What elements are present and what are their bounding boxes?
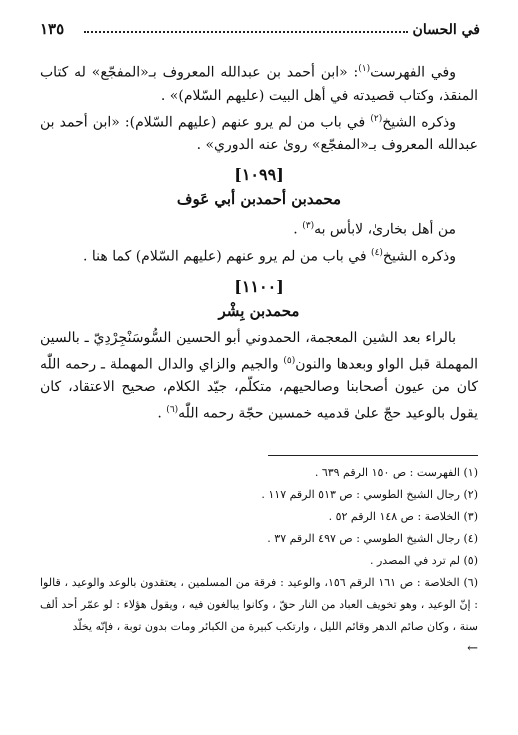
footnote-ref: (٣): [302, 221, 315, 232]
footnote: (٣) الخلاصة : ص ١٤٨ الرقم ٥٢ .: [328, 510, 478, 523]
footnote-ref: (٤): [371, 247, 383, 258]
footnote: (١) الفهرست : ص ١٥٠ الرقم ٦٣٩ .: [314, 466, 478, 479]
footnote: (٢) رجال الشيخ الطوسي : ص ٥١٣ الرقم ١١٧ .: [261, 488, 478, 501]
footnote-ref: (٦): [166, 405, 179, 416]
footnote-separator: [268, 455, 478, 456]
paragraph: بالراء بعد الشين المعجمة، الحمدوني أبو الحسين السُّوسَنْجِرْدِيّ ـ بالسين المهملة قبل الواو وبعدها والنون$^{(٥)}$ والجيم والزاي والدال المهملة ـ رحمه اللّٰه كان من عيون أصحابنا وصالحيهم، متكلّم، جيّد الكلام، صحيح الاعتقاد، كان يقول بالوعيد حجّ علىٰ قدميه خمسين حجّة رحمه اللّٰه$^{(٦)}$ .: [40, 329, 478, 422]
paragraph: وذكره الشيخ$^{(٤)}$ في باب من لم يرو عنهم (عليهم السّلام) كما هنا .: [83, 247, 456, 265]
continuation-arrow: ←: [467, 641, 478, 656]
footnote-ref: (٢): [370, 113, 383, 124]
entry-heading: محمدبن أحمدبن أبي عَوف: [176, 190, 342, 209]
footnotes: [40, 462, 478, 660]
entry-number: [١١٠٠]: [234, 276, 284, 296]
paragraph: من أهل بخارىٰ، لابأس به$^{(٣)}$ .: [293, 221, 456, 238]
running-header: [40, 18, 480, 42]
header-dotted-leader: [84, 31, 408, 33]
footnote: (٥) لم ترد في المصدر .: [369, 554, 478, 567]
footnote: (٤) رجال الشيخ الطوسي : ص ٤٩٧ الرقم ٣٧ .: [267, 532, 478, 545]
entry-heading: محمدبن بِشْر: [218, 301, 300, 320]
footnote-ref: (٥): [283, 355, 296, 366]
footnote: (٦) الخلاصة : ص ١٦١ الرقم ١٥٦، والوعيد : فرقة من المسلمين ، يعتقدون بالوعد والوعيد ، قالوا : إنّ الوعيد ، وهو تخويف العباد من النار حقّ ، وكانوا يبالغون فيه ، ويقول هؤلاء : لو عمّر أحد ألف سنة ، وكان صائم الدهر وقائم الليل ، وارتكب كبيرة من الكبائر ومات بدون توبة ، فإنّه يخلّد: [40, 576, 478, 633]
entry-number: [١٠٩٩]: [234, 165, 284, 185]
paragraph: وذكره الشيخ$^{(٢)}$ في باب من لم يرو عنهم (عليهم السّلام): «ابن أحمد بن عبدالله المعروف بـ«المفجّع» روىٰ عنه الدوري» .: [40, 113, 478, 154]
paragraph: وفي الفهرست$^{(١)}$: «ابن أحمد بن عبدالله المعروف بـ«المفجّع» له كتاب المنقذ، وكتاب قصيدته في أهل البيت (عليهم السّلام)» .: [40, 64, 478, 104]
page-number: ١٣٥: [40, 20, 65, 38]
main-text: [40, 58, 478, 426]
header-title: في الحسان: [412, 22, 480, 38]
footnote-ref: (١): [358, 64, 371, 74]
